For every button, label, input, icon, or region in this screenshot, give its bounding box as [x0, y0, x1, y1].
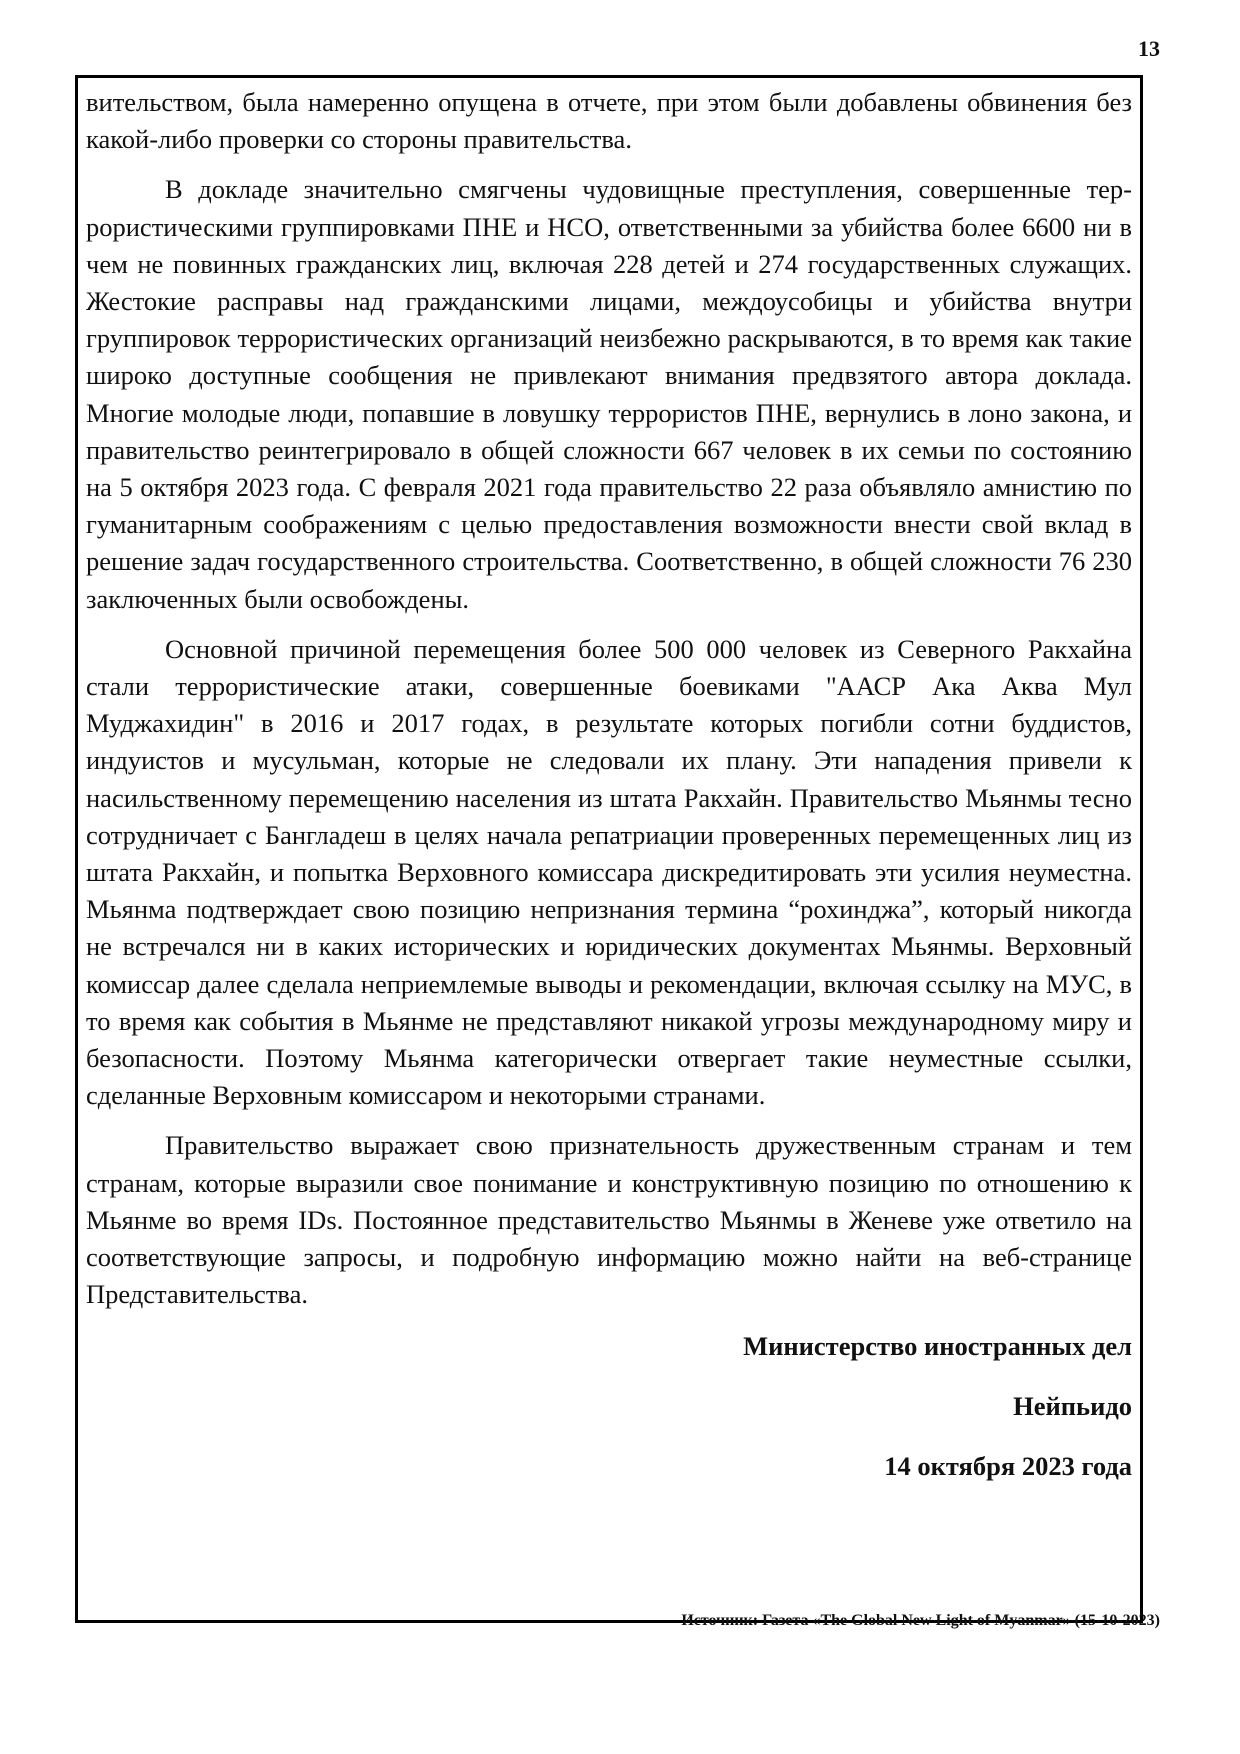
- text-frame: [75, 75, 1143, 1623]
- signature-block: [86, 1328, 1132, 1485]
- paragraph-crimes: В докладе значительно смягчены чудовищные преступления, совершенные террористическими группировками ПНЕ и НСО, ответственными за убийства более 6600 ни в чем не повинных гражданских лиц, включая 228 детей и 274 государственных служащих. Жестокие расправы над гражданскими лицами, междоусобицы и убийства внутри группировок террористических организаций неизбежно раскрываются, в то время как такие широко доступные сообщения не привлекают внимания предвзятого автора доклада. Многие молодые люди, попавшие в ловушку террористов ПНЕ, вернулись в лоно закона, и правительство реинтегрировало в общей сложности 667 человек в их семьи по состоянию на 5 октября 2023 года. С февраля 2021 года правительство 22 раза объявляло амнистию по гуманитарным соображениям с целью предоставления возможности внести свой вклад в решение задач государственного строительства. Соответственно, в общей сложности 76 230 заключенных были освобождены.: [86, 174, 1132, 614]
- source-citation: Источник: Газета «The Global New Light of Myanmar» (15-10-2023): [681, 1612, 1160, 1629]
- paragraph-gratitude: Правительство выражает свою признательность дружественным странам и тем странам, которые выразили свое понимание и конструктивную позицию по отношению к Мьянме во время IDs. Постоянное представительство Мьянмы в Женеве уже ответило на соответствующие запросы, и подробную информацию можно найти на веб-странице Представительства.: [86, 1130, 1132, 1310]
- signature-ministry: Министерство иностранных дел: [743, 1330, 1132, 1361]
- page-number: 13: [1138, 36, 1160, 61]
- signature-date: 14 октября 2023 года: [884, 1450, 1132, 1481]
- paragraph-rakhine: Основной причиной перемещения более 500 000 человек из Северного Ракхайна стали террористические атаки, совершенные боевиками "ААСР Ака Аква Мул Муджахидин" в 2016 и 2017 годах, в результате которых погибли сотни буддистов, индуистов и мусульман, которые не следовали их плану. Эти нападения привели к насильственному перемещению населения из штата Ракхайн. Правительство Мьянмы тесно сотрудничает с Бангладеш в целях начала репатриации проверенных перемещенных лиц из штата Ракхайн, и попытка Верховного комиссара дискредитировать эти усилия неуместна. Мьянма подтверждает свою позицию непризнания термина “рохинджа”, который никогда не встречался ни в каких исторических и юридических документах Мьянмы. Верховный комиссар далее сделала неприемлемые выводы и рекомендации, включая ссылку на МУС, в то время как события в Мьянме не представляют никакой угрозы международному миру и безопасности. Поэтому Мьянма категорически отвергает такие неуместные ссылки, сделанные Верховным комиссаром и некоторыми странами.: [86, 633, 1132, 1111]
- signature-city: Нейпьидо: [1013, 1390, 1132, 1421]
- paragraph-continuation: вительством, была намеренно опущена в отчете, при этом были добавлены обвинения без какой-либо проверки со стороны правительства.: [86, 87, 1132, 155]
- document-body: [86, 84, 1132, 1314]
